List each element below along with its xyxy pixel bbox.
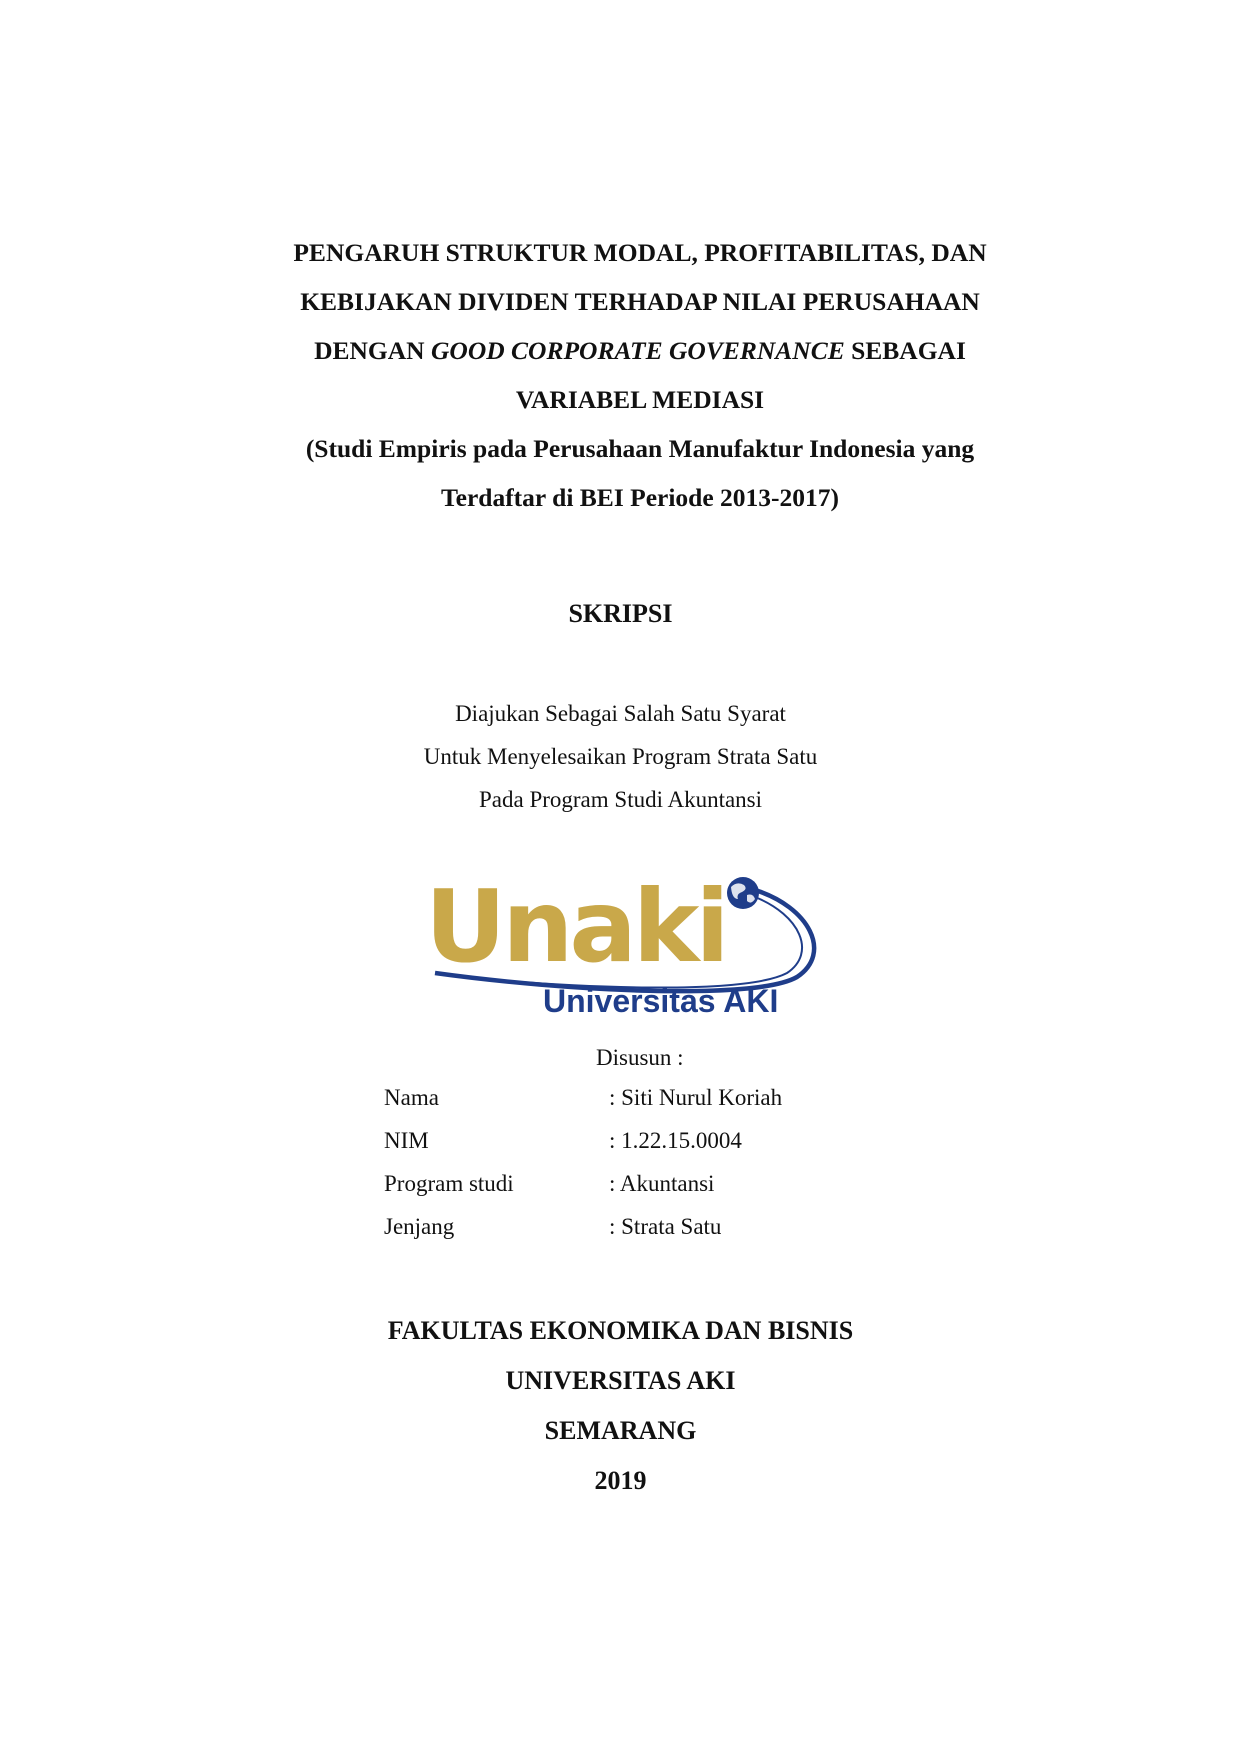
- institution-block: [0, 1306, 1241, 1506]
- title-line: PENGARUH STRUKTUR MODAL, PROFITABILITAS, DAN: [293, 238, 987, 267]
- info-value: : 1.22.15.0004: [609, 1128, 742, 1153]
- university-name: UNIVERSITAS AKI: [505, 1366, 736, 1395]
- purpose-line: Diajukan Sebagai Salah Satu Syarat: [455, 701, 786, 726]
- info-value: : Akuntansi: [609, 1171, 715, 1196]
- purpose-line: Pada Program Studi Akuntansi: [478, 787, 763, 812]
- info-row: [384, 1171, 782, 1214]
- info-value: : Strata Satu: [609, 1214, 722, 1239]
- faculty-name: FAKULTAS EKONOMIKA DAN BISNIS: [387, 1316, 854, 1345]
- info-row: [384, 1085, 782, 1128]
- title-line: KEBIJAKAN DIVIDEN TERHADAP NILAI PERUSAHAAN: [300, 287, 980, 316]
- info-label: NIM: [384, 1128, 429, 1153]
- year: 2019: [594, 1466, 647, 1495]
- info-label: Jenjang: [384, 1214, 455, 1239]
- subtitle-line: (Studi Empiris pada Perusahaan Manufaktur Indonesia yang: [305, 434, 975, 463]
- title-line-italic: GOOD CORPORATE GOVERNANCE: [430, 336, 845, 365]
- globe-icon: [727, 877, 759, 909]
- university-logo: [425, 865, 865, 1025]
- thesis-title: [190, 228, 1090, 522]
- info-row: [384, 1214, 782, 1257]
- title-line: VARIABEL MEDIASI: [515, 385, 765, 414]
- info-row: [384, 1128, 782, 1171]
- author-info: [384, 1085, 782, 1257]
- city-name: SEMARANG: [544, 1416, 697, 1445]
- info-value: : Siti Nurul Koriah: [609, 1085, 783, 1110]
- title-line-suffix: SEBAGAI: [844, 336, 966, 365]
- logo-subtitle: Universitas AKI: [543, 983, 779, 1019]
- info-label: Program studi: [384, 1171, 514, 1196]
- logo-wordmark: Unaki: [425, 868, 726, 985]
- author-heading: Disusun :: [596, 1045, 684, 1070]
- subtitle-line: Terdaftar di BEI Periode 2013-2017): [440, 483, 840, 512]
- title-line: [190, 326, 1090, 375]
- title-line-prefix: DENGAN: [314, 336, 431, 365]
- document-type: SKRIPSI: [568, 599, 673, 628]
- purpose-line: Untuk Menyelesaikan Program Strata Satu: [423, 744, 818, 769]
- info-label: Nama: [384, 1085, 439, 1110]
- purpose-statement: [0, 692, 1241, 821]
